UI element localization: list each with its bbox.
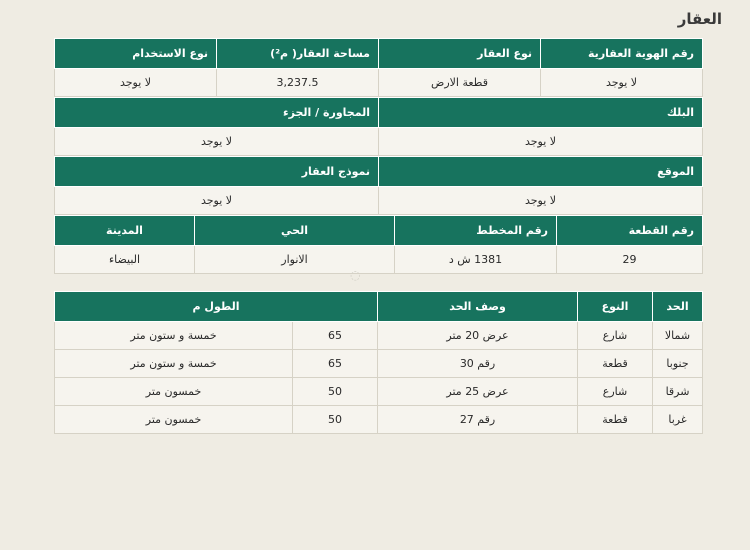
header-boundary-description: وصف الحد [378, 292, 578, 322]
header-usage-type: نوع الاستخدام [55, 39, 217, 69]
boundary-side: غربا [653, 406, 703, 434]
value-property-model: لا يوجد [55, 187, 379, 215]
header-neighborhood-part: المجاورة / الجزء [55, 98, 379, 128]
value-location: لا يوجد [379, 187, 703, 215]
property-info-table [54, 38, 703, 97]
boundary-length-text: خمسة و ستون متر [55, 322, 293, 350]
boundary-length: 65 [293, 350, 378, 378]
boundary-description: رقم 27 [378, 406, 578, 434]
boundary-length-text: خمسة و ستون متر [55, 350, 293, 378]
header-length: الطول م [55, 292, 378, 322]
value-scheme-number: 1381 ش د [395, 246, 557, 274]
header-property-model: نموذج العقار [55, 157, 379, 187]
boundary-type: قطعة [578, 406, 653, 434]
boundary-side: جنوبا [653, 350, 703, 378]
boundary-type: شارع [578, 322, 653, 350]
location-table [54, 156, 703, 215]
table-row [55, 406, 703, 434]
header-plot-number: رقم القطعة [557, 216, 703, 246]
table-row [55, 322, 703, 350]
header-location: الموقع [379, 157, 703, 187]
header-property-id: رقم الهوية العقارية [541, 39, 703, 69]
header-property-area: مساحة العقار( م²) [217, 39, 379, 69]
boundary-description: رقم 30 [378, 350, 578, 378]
value-usage-type: لا يوجد [55, 69, 217, 97]
boundary-length-text: خمسون متر [55, 406, 293, 434]
header-district: الحي [195, 216, 395, 246]
header-scheme-number: رقم المخطط [395, 216, 557, 246]
header-boundary-type: النوع [578, 292, 653, 322]
block-table [54, 97, 703, 156]
value-property-id: لا يوجد [541, 69, 703, 97]
value-property-type: قطعة الارض [379, 69, 541, 97]
boundary-type: قطعة [578, 350, 653, 378]
value-property-area: 3,237.5 [217, 69, 379, 97]
boundary-length: 65 [293, 322, 378, 350]
boundary-description: عرض 20 متر [378, 322, 578, 350]
boundary-length: 50 [293, 406, 378, 434]
watermark: ◌ [350, 268, 362, 282]
page-title: العقار [677, 10, 722, 28]
value-plot-number: 29 [557, 246, 703, 274]
header-property-type: نوع العقار [379, 39, 541, 69]
boundary-length-text: خمسون متر [55, 378, 293, 406]
header-boundary: الحد [653, 292, 703, 322]
table-row [55, 350, 703, 378]
boundary-length: 50 [293, 378, 378, 406]
value-city: البيضاء [55, 246, 195, 274]
boundary-side: شمالا [653, 322, 703, 350]
header-block: البلك [379, 98, 703, 128]
boundaries-table [54, 291, 703, 434]
value-district: الانوار [195, 246, 395, 274]
header-city: المدينة [55, 216, 195, 246]
table-row [55, 378, 703, 406]
plot-table [54, 215, 703, 274]
boundary-side: شرقا [653, 378, 703, 406]
value-block: لا يوجد [379, 128, 703, 156]
boundary-type: شارع [578, 378, 653, 406]
boundary-description: عرض 25 متر [378, 378, 578, 406]
value-neighborhood-part: لا يوجد [55, 128, 379, 156]
